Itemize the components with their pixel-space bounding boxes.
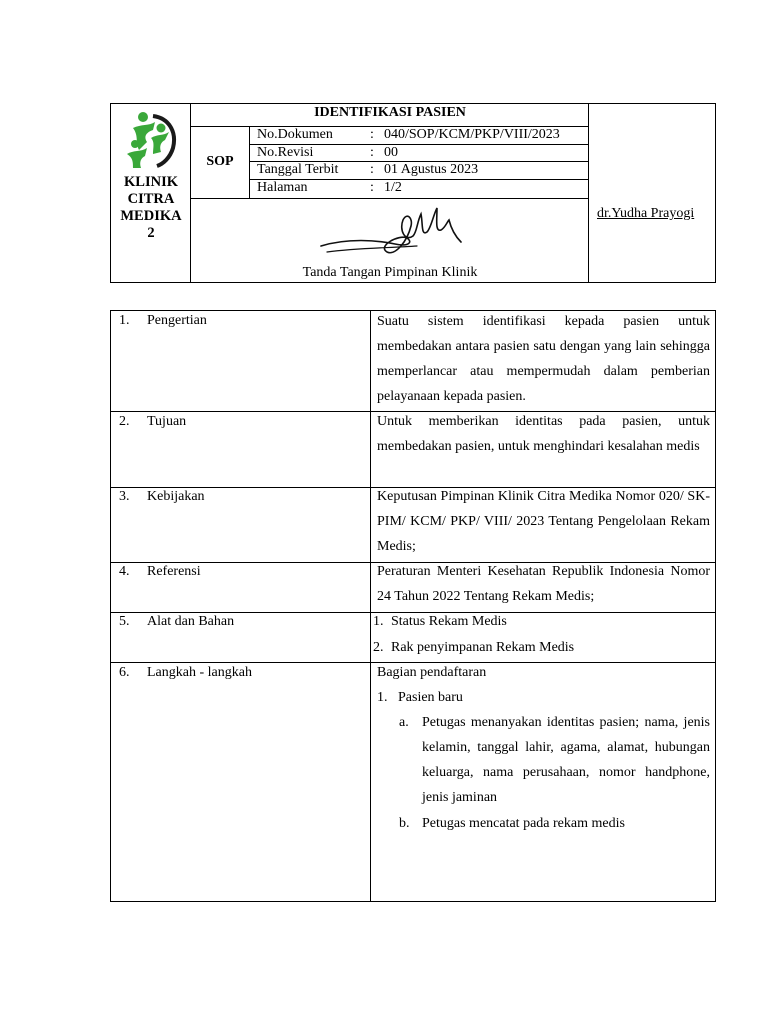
list-item: Pasien baru xyxy=(398,690,463,705)
row-label: Langkah - langkah xyxy=(147,665,252,680)
meta-label: Halaman xyxy=(257,180,308,195)
row-label: Kebijakan xyxy=(147,489,205,504)
signature-caption: Tanda Tangan Pimpinan Klinik xyxy=(302,265,478,280)
meta-value: 01 Agustus 2023 xyxy=(384,162,479,177)
list-marker: 2. xyxy=(373,640,384,655)
row-number: 1. xyxy=(119,313,130,328)
meta-label: Tanggal Terbit xyxy=(257,162,339,177)
logo-cell xyxy=(111,104,191,282)
document-title: IDENTIFIKASI PASIEN xyxy=(314,105,466,120)
section-heading: Bagian pendaftaran xyxy=(377,665,487,680)
row-content: Untuk memberikan identitas pada pasien, untuk membedakan pasien, untuk menghindari kesalahan medis xyxy=(377,414,710,454)
meta-colon: : xyxy=(370,180,374,195)
row-number: 6. xyxy=(119,665,130,680)
list-marker: a. xyxy=(399,715,409,730)
clinic-logo xyxy=(123,108,183,172)
sop-content-table xyxy=(110,310,716,902)
list-marker: 1. xyxy=(373,614,384,629)
column-divider xyxy=(370,311,371,901)
meta-colon: : xyxy=(370,145,374,160)
row-number: 4. xyxy=(119,564,130,579)
row-label: Alat dan Bahan xyxy=(147,614,235,629)
divider xyxy=(190,198,588,199)
meta-value: 040/SOP/KCM/PKP/VIII/2023 xyxy=(384,127,560,142)
row-number: 2. xyxy=(119,414,130,429)
list-marker: b. xyxy=(399,816,410,831)
divider xyxy=(588,104,589,282)
signer-name: dr.Yudha Prayogi xyxy=(597,206,695,221)
sub-list-item: Petugas menanyakan identitas pasien; nama, jenis kelamin, tanggal lahir, agama, alamat, hubungan keluarga, nama perusahaan, nomor handphone, jenis jaminan xyxy=(422,715,710,805)
sop-label: SOP xyxy=(206,154,234,169)
row-content: Suatu sistem identifikasi kepada pasien untuk membedakan antara pasien satu dengan yang lain sehingga memperlancar atau mempermudah dalam pemberian pelayanaan kepada pasien. xyxy=(377,314,710,404)
meta-colon: : xyxy=(370,127,374,142)
meta-label: No.Dokumen xyxy=(257,127,333,142)
row-label: Referensi xyxy=(147,564,201,579)
divider xyxy=(249,127,250,199)
list-item: Rak penyimpanan Rekam Medis xyxy=(391,640,575,655)
list-marker: 1. xyxy=(377,690,388,705)
row-content: Keputusan Pimpinan Klinik Citra Medika Nomor 020/ SK-PIM/ KCM/ PKP/ VIII/ 2023 Tentang Pengelolaan Rekam Medis; xyxy=(377,489,710,554)
sub-list-item: Petugas mencatat pada rekam medis xyxy=(422,816,625,831)
handwritten-signature xyxy=(317,202,467,260)
meta-colon: : xyxy=(370,162,374,177)
row-number: 3. xyxy=(119,489,130,504)
clinic-name: KLINIK CITRA MEDIKA 2 xyxy=(120,174,182,241)
row-label: Tujuan xyxy=(147,414,187,429)
meta-value: 00 xyxy=(384,145,398,160)
list-item: Status Rekam Medis xyxy=(391,614,507,629)
meta-value: 1/2 xyxy=(384,180,402,195)
row-label: Pengertian xyxy=(147,313,207,328)
row-number: 5. xyxy=(119,614,130,629)
meta-label: No.Revisi xyxy=(257,145,314,160)
row-content: Peraturan Menteri Kesehatan Republik Indonesia Nomor 24 Tahun 2022 Tentang Rekam Medis; xyxy=(377,564,710,604)
document-header xyxy=(110,103,716,283)
